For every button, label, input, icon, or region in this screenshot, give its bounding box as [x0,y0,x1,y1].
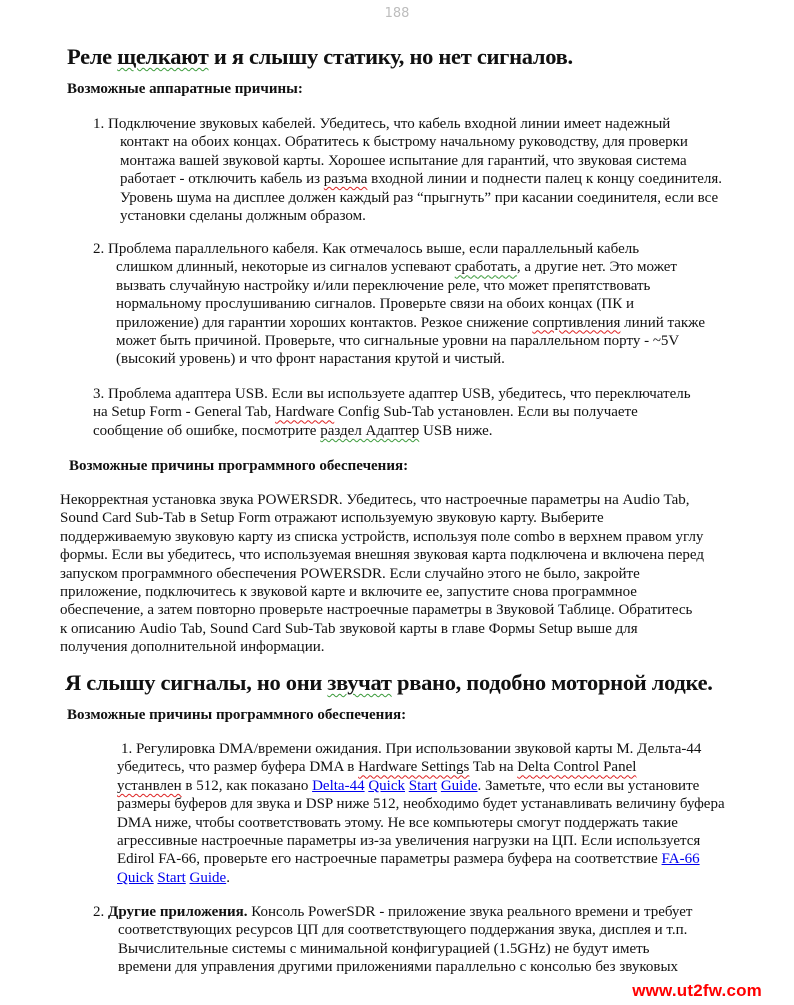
text-fragment: работает - отключить кабель из [120,171,324,188]
text-line: Sound Card Sub-Tab в Setup Form отражают используемую звуковую карту. Выберите [60,510,604,527]
text-fragment-flagged: сработать [454,259,517,276]
list-item-other-apps [93,903,692,977]
software-causes-heading: Возможные причины программного обеспечения: [69,458,409,474]
text-line [93,422,691,440]
text-line [93,403,691,421]
text-fragment-flagged: разъма [323,171,368,188]
heading-text-flagged: щелкают [117,44,209,69]
text-line: Некорректная установка звука POWERSDR. Убедитесь, что настроечные параметры на Audio Tab, [60,492,690,508]
text-line: размеры буферов для звука и DSP ниже 512, необходимо будет устанавливать величину буфера [117,796,725,813]
text-line: к описанию Audio Tab, Sound Card Sub-Tab звуковой карты в главе Формы Setup выше для [60,620,638,637]
text-fragment: . [226,869,230,886]
text-fragment: Config Sub-Tab установлен. Если вы получаете [334,404,638,421]
text-line: (высокий уровень) и что фронт нарастания крутой и чистый. [116,351,505,368]
heading-text: и я слышу статику, но нет сигналов. [208,44,573,69]
section-heading-relays-static [67,44,573,70]
text-line: обеспечение, а затем повторно проверьте настроечные параметры в Звуковой Таблице. Обратитесь [60,602,693,619]
text-line: нормальному прослушиванию сигналов. Проверьте связи на обоих концах (ПК и [116,296,634,313]
text-line [93,314,705,332]
text-fragment: убедитесь, что размер буфера DMA в [117,759,359,776]
quick-link[interactable]: Quick [368,777,405,794]
list-item-usb-adapter [93,385,691,440]
text-line: Уровень шума на дисплее должен каждый раз “прыгнуть” при касании соединителя, если все [120,189,719,206]
text-line: получения дополнительной информации. [60,639,325,656]
delta44-link[interactable]: Delta-44 [312,777,365,794]
text-fragment: Edirol FA-66, проверьте его настроечные параметры размера буфера на соответствие [117,851,662,868]
software-causes-heading-2: Возможные причины программного обеспечения: [67,707,407,723]
heading-text: Реле [67,44,118,69]
text-line: соответствующих ресурсов ЦП для соответствующего поддержания звука, дисплея и т.п. [118,922,688,939]
text-fragment-flagged: сопртивления [532,314,621,331]
text-fragment-flagged: устанвлен [117,777,182,794]
section-heading-choppy-signals [65,670,713,696]
fa66-quick-link[interactable]: Quick [117,869,154,886]
watermark: www.ut2fw.com [632,981,762,1000]
text-fragment: . Заметьте, что если вы установите [477,777,700,794]
text-fragment: USB ниже. [419,422,493,439]
software-causes-paragraph [60,491,704,657]
text-fragment: , а другие нет. Это может [516,259,677,276]
text-fragment: входной линии и поднести палец к концу соединителя. [367,171,723,188]
fa66-guide-link[interactable]: Guide [189,869,227,886]
start-link[interactable]: Start [408,777,438,794]
text-fragment: в 512, как показано [181,777,313,794]
text-line: времени для управления другими приложениями параллельно с консолью без звуковых [118,959,679,976]
heading-text: рвано, подобно моторной лодке. [391,670,713,695]
text-fragment: приложение) для гарантии хороших контактов. Резкое снижение [116,314,533,331]
text-line: формы. Если вы убедитесь, что используемая внешняя звуковая карта подключена и включена перед [60,547,704,564]
text-line: монтажа вашей звуковой карты. Хорошее испытание для гарантий, что звуковая система [120,152,687,169]
list-item-sound-cables [93,115,722,225]
text-line [93,903,692,921]
guide-link[interactable]: Guide [440,777,478,794]
text-line: поддерживаемую звуковую карту из списка устройств, используя поле combo в верхнем правом углу [60,528,704,545]
text-line: агрессивные настроечные параметры из-за увеличения нагрузки на ЦП. Если используется [117,833,701,850]
text-line: 2. Проблема параллельного кабеля. Как отмечалось выше, если параллельный кабель [93,241,640,257]
text-fragment: на Setup Form - General Tab, [93,404,276,421]
hardware-causes-heading: Возможные аппаратные причины: [67,81,303,97]
page-number: 188 [384,6,410,21]
text-fragment: линий также [620,314,706,331]
heading-text: Я слышу сигналы, но они [65,670,328,695]
text-line [117,777,725,795]
text-line [117,869,725,887]
text-fragment-flagged: Hardware Settings [358,759,470,776]
list-number: 2. [93,904,108,920]
text-line: запуском программного обеспечения POWERSDR. Если случайно этого не было, закройте [60,565,640,582]
list-item-dma-latency [117,740,725,887]
text-line: приложение, подключитесь к звуковой карте и включите ее, запустите снова программное [60,584,637,601]
list-item-parallel-cable [93,240,705,369]
text-line: контакт на обоих концах. Обратитесь к быстрому начальному руководству, для проверки [120,134,688,151]
text-fragment-flagged: раздел Адаптер [320,422,420,439]
fa66-start-link[interactable]: Start [157,869,186,886]
bold-lead: Другие приложения. [108,904,248,920]
fa66-link[interactable]: FA-66 [661,851,700,868]
text-fragment: слишком длинный, некоторые из сигналов успевают [116,259,455,276]
text-line: 3. Проблема адаптера USB. Если вы используете адаптер USB, убедитесь, что переключатель [93,386,691,402]
text-line: Вычислительные системы с минимальной конфигурацией (1.5GHz) не будут иметь [118,940,650,957]
text-fragment-flagged: Delta Control Panel [517,759,637,776]
text-fragment: Консоль PowerSDR - приложение звука реального времени и требует [247,904,693,920]
text-line [117,850,725,868]
text-fragment-flagged: Hardware [275,404,335,421]
text-line [117,758,725,776]
text-line: установки сделаны должным образом. [120,208,366,225]
heading-text-flagged: звучат [327,670,392,695]
text-line [93,170,722,188]
text-fragment: Tab на [469,759,518,776]
text-line: может быть причиной. Проверьте, что сигнальные уровни на параллельном порту - ~5V [116,333,680,350]
text-line: вызвать случайную настройку и/или переключение реле, что может препятствовать [116,277,651,294]
text-line: DMA ниже, чтобы соответствовать этому. Не все компьютеры смогут поддержать такие [117,814,678,831]
text-line [93,258,705,276]
text-fragment: сообщение об ошибке, посмотрите [93,422,321,439]
text-line: 1. Подключение звуковых кабелей. Убедитесь, что кабель входной линии имеет надежный [93,116,671,132]
text-line: 1. Регулировка DMA/времени ожидания. При использовании звуковой карты М. Дельта-44 [121,741,702,757]
